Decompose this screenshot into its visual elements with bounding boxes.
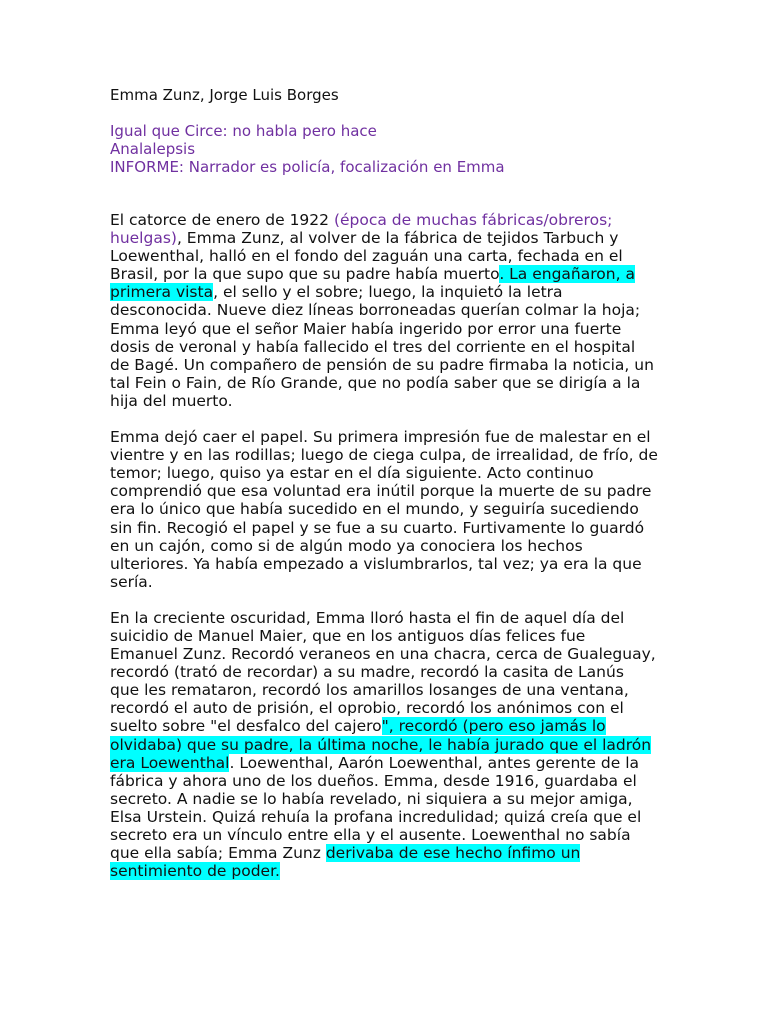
p3-text-middle: . Loewenthal, Aarón Loewenthal, antes gerente de la fábrica y ahora uno de los dueños. Emma, desde 1916, guardaba el secreto. A nadie se lo había revelado, ni siquiera a su mejor amiga, Elsa Urstein. Quizá rehuía la profana incredulidad; quizá creía que el secreto era un vínculo entre ella y el ausente. Loewenthal no sabía que ella sabía; Emma Zunz — [110, 753, 642, 863]
p1-highlight: . La engañaron, a primera vista — [110, 265, 635, 302]
paragraph-1 — [110, 211, 658, 410]
document-title: Emma Zunz, Jorge Luis Borges — [110, 86, 339, 104]
paragraph-2: Emma dejó caer el papel. Su primera impresión fue de malestar en el vientre y en las rodillas; luego de ciega culpa, de irrealidad, de frío, de temor; luego, quiso ya estar en el día siguiente. Acto continuo comprendió que esa voluntad era inútil porque la muerte de su padre era lo único que había sucedido en el mundo, y seguiría sucediendo sin fin. Recogió el papel y se fue a su cuarto. Furtivamente lo guardó en un cajón, como si de algún modo ya conociera los hechos ulteriores. Ya había empezado a vislumbrarlos, tal vez; ya era la que sería. — [110, 428, 658, 591]
p3-highlight-2: derivaba de ese hecho ínfimo un sentimiento de poder. — [110, 844, 581, 881]
paragraph-3 — [110, 609, 658, 880]
annotation-notes — [110, 122, 658, 176]
p3-highlight-1: ", recordó (pero eso jamás lo olvidaba) que su padre, la última noche, le había jurado que el ladrón era Loewenthal — [110, 717, 652, 772]
p1-annotation-purple: (época de muchas fábricas/obreros; huelgas) — [110, 211, 613, 248]
p1-text-start: El catorce de enero de 1922 — [110, 211, 334, 229]
document-page — [110, 86, 658, 898]
note-analepsis: Analalepsis — [110, 140, 196, 158]
p1-text-middle: , Emma Zunz, al volver de la fábrica de tejidos Tarbuch y Loewenthal, halló en el fondo del zaguán una carta, fechada en el Brasil, por la que supo que su padre había muerto — [110, 229, 623, 284]
note-circe: Igual que Circe: no habla pero hace — [110, 122, 377, 140]
p3-text-start: En la creciente oscuridad, Emma lloró hasta el fin de aquel día del suicidio de Manuel Maier, que en los antiguos días felices fue Emanuel Zunz. Recordó veraneos en una chacra, cerca de Gualeguay, recordó (trató de recordar) a su madre, recordó la casita de Lanús que les remataron, recordó los amarillos losanges de una ventana, recordó el auto de prisión, el oprobio, recordó los anónimos con el suelto sobre "el desfalco del cajero — [110, 608, 656, 736]
note-informe: INFORME: Narrador es policía, focalización en Emma — [110, 158, 505, 176]
p1-text-end: , el sello y el sobre; luego, la inquietó la letra desconocida. Nueve diez líneas borroneadas querían colmar la hoja; Emma leyó que el señor Maier había ingerido por error una fuerte dosis de veronal y había fallecido el tres del corriente en el hospital de Bagé. Un compañero de pensión de su padre firmaba la noticia, un tal Fein o Fain, de Río Grande, que no podía saber que se dirigía a la hija del muerto. — [110, 283, 654, 410]
